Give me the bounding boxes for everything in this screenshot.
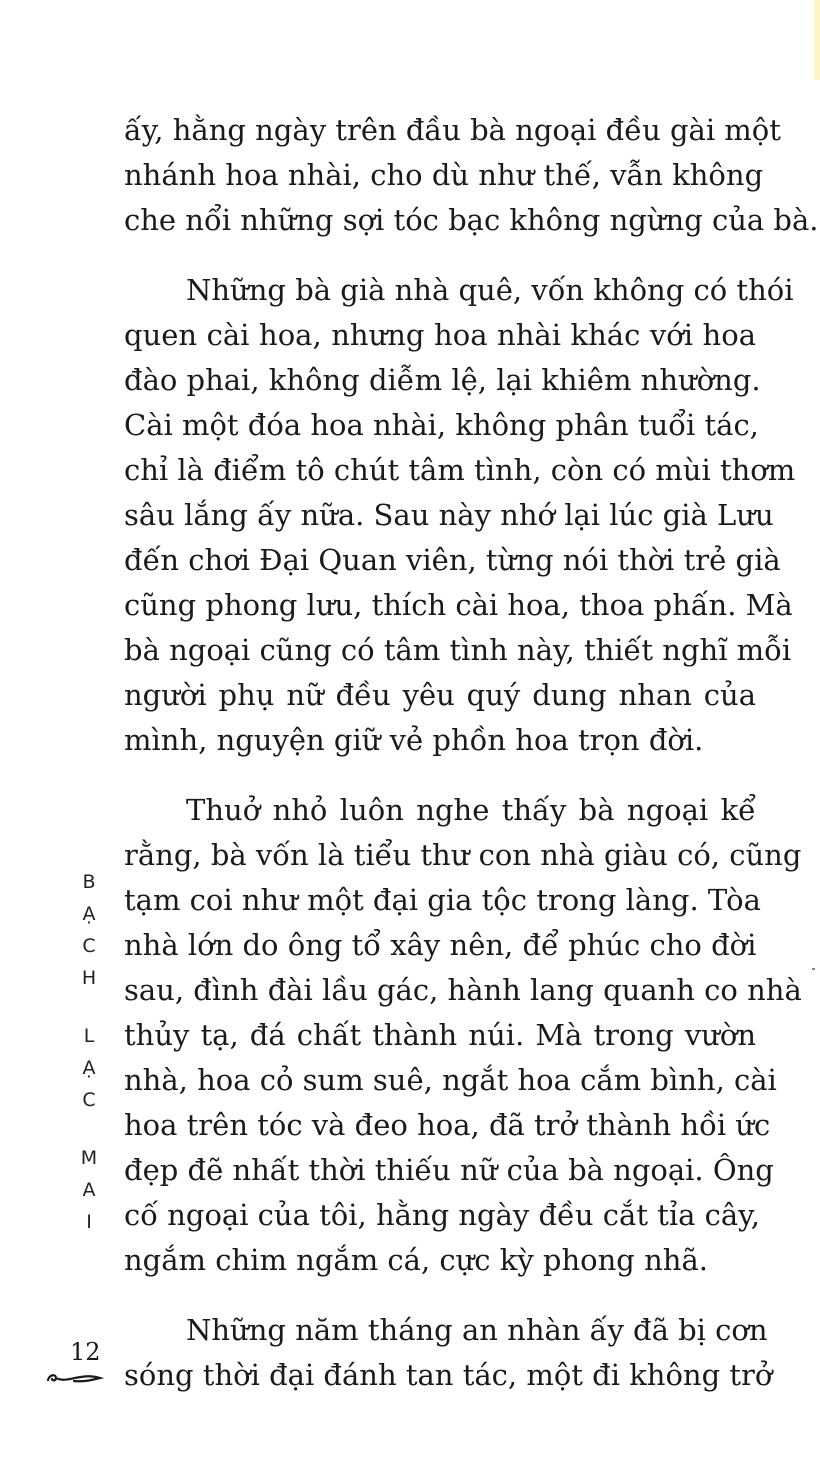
page-number: 12 bbox=[70, 1338, 101, 1366]
text-line: cũng phong lưu, thích cài hoa, thoa phấn. Mà bbox=[124, 588, 793, 622]
text-line: đào phai, không diễm lệ, lại khiêm nhường. bbox=[124, 363, 761, 397]
text-line: hoa trên tóc và đeo hoa, đã trở thành hồi ức bbox=[124, 1108, 771, 1142]
text-line: tạm coi như một đại gia tộc trong làng. Tòa bbox=[124, 883, 761, 917]
paragraph-4 bbox=[124, 1308, 773, 1398]
title-letter: Ạ bbox=[82, 1057, 96, 1079]
text-line: đẹp đẽ nhất thời thiếu nữ của bà ngoại. Ông bbox=[124, 1153, 774, 1187]
title-letter: C bbox=[82, 935, 96, 957]
title-letter: M bbox=[80, 1147, 98, 1169]
title-letter: I bbox=[86, 1211, 92, 1233]
text-line: Cài một đóa hoa nhài, không phân tuổi tác, bbox=[124, 408, 759, 442]
title-letter: C bbox=[82, 1089, 96, 1111]
scan-speck bbox=[812, 968, 815, 970]
text-line: đến chơi Đại Quan viên, từng nói thời trẻ già bbox=[124, 543, 781, 577]
text-line: che nổi những sợi tóc bạc không ngừng của bà. bbox=[124, 203, 819, 237]
paragraph-2 bbox=[124, 268, 796, 763]
text-line: mình, nguyện giữ vẻ phồn hoa trọn đời. bbox=[124, 723, 704, 757]
title-letter: L bbox=[83, 1025, 95, 1047]
text-line: nhánh hoa nhài, cho dù như thế, vẫn không bbox=[124, 158, 764, 192]
text-line: ngắm chim ngắm cá, cực kỳ phong nhã. bbox=[124, 1243, 708, 1277]
text-line: Thuở nhỏ luôn nghe thấy bà ngoại kể bbox=[186, 793, 756, 827]
body-text bbox=[124, 108, 819, 1423]
page-edge-strip bbox=[814, 0, 820, 80]
text-line: chỉ là điểm tô chút tâm tình, còn có mùi thơm bbox=[124, 453, 796, 487]
text-line: quen cài hoa, nhưng hoa nhài khác với hoa bbox=[124, 318, 756, 352]
text-line: người phụ nữ đều yêu quý dung nhan của bbox=[124, 678, 756, 712]
paragraph-1 bbox=[124, 108, 819, 243]
text-line: bà ngoại cũng có tâm tình này, thiết nghĩ mỗi bbox=[124, 633, 792, 667]
text-line: nhà, hoa cỏ sum suê, ngắt hoa cắm bình, cài bbox=[124, 1063, 777, 1097]
text-line: thủy tạ, đá chất thành núi. Mà trong vườn bbox=[124, 1018, 756, 1052]
text-line: sau, đình đài lầu gác, hành lang quanh co nhà bbox=[124, 973, 802, 1007]
text-line: cố ngoại của tôi, hằng ngày đều cắt tỉa cây, bbox=[124, 1198, 760, 1232]
paragraph-3 bbox=[124, 788, 802, 1283]
title-letter: Ạ bbox=[82, 903, 96, 925]
title-letter: A bbox=[82, 1179, 96, 1201]
text-line: Những bà già nhà quê, vốn không có thói bbox=[186, 273, 794, 307]
text-line: ấy, hằng ngày trên đầu bà ngoại đều gài một bbox=[124, 113, 781, 147]
text-line: sóng thời đại đánh tan tác, một đi không trở bbox=[124, 1358, 773, 1392]
text-line: Những năm tháng an nhàn ấy đã bị cơn bbox=[186, 1313, 768, 1347]
title-letter: B bbox=[82, 871, 96, 893]
flourish-ornament-icon bbox=[44, 1368, 104, 1388]
vertical-book-title bbox=[78, 866, 100, 1238]
title-letter: H bbox=[81, 967, 97, 989]
text-line: rằng, bà vốn là tiểu thư con nhà giàu có, cũng bbox=[124, 838, 802, 872]
text-line: nhà lớn do ông tổ xây nên, để phúc cho đời bbox=[124, 928, 757, 962]
text-line: sâu lắng ấy nữa. Sau này nhớ lại lúc già Lưu bbox=[124, 498, 774, 532]
